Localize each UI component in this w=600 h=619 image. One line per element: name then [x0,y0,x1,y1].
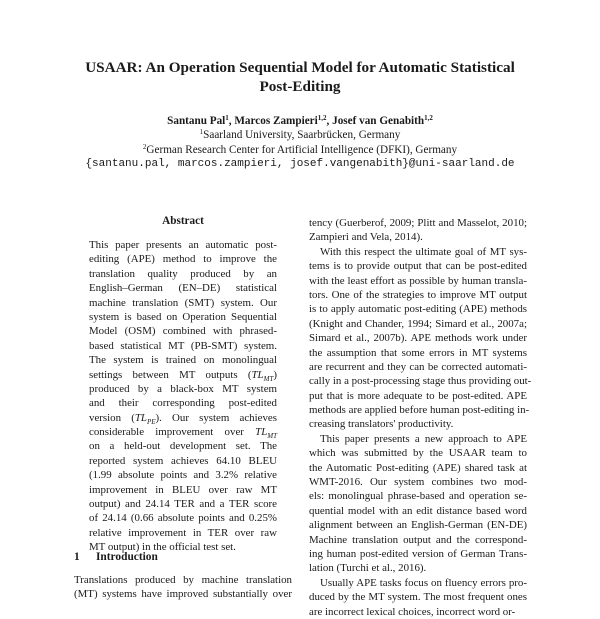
abstract-heading: Abstract [162,215,204,227]
text-line: are recurrent and they can be corrected automati- [309,360,527,373]
text-line: of 24.14 (0.66 absolute points and 0.25% [89,512,277,525]
text-line: This paper presents a new approach to APE [320,432,527,445]
text-line: lation (Turchi et al., 2016). [309,562,427,575]
right-column-body [309,216,532,619]
title-line-2: Post-Editing [259,78,341,95]
author-affil-mark: 1 [225,114,229,122]
text-line: settings between MT outputs $(TL_{MT})$ [89,368,277,383]
author-name: Josef van Genabith [332,115,425,127]
section-heading-introduction [74,551,158,563]
affiliation-text: German Research Center for Artificial Intelligence (DFKI), Germany [146,144,458,156]
text-line: put that is more adequate to be post-edited. APE [309,389,527,402]
text-line: the Automatic Post-editing (APE) shared task at [309,461,527,474]
section-number: 1 [74,551,80,563]
text-line: (1.99 absolute points and 3.2% relative [89,469,277,482]
affiliation-2 [0,143,600,157]
text-line: With this respect the ultimate goal of MT sys- [320,245,527,258]
text-line: Machine translation output and the correspond- [309,533,527,546]
text-line: creasing translators' productivity. [309,418,454,431]
section-title: Introduction [96,551,158,563]
affiliation-text: Saarland University, Saarbrücken, Germany [203,129,401,141]
affiliation-mark: 1 [199,128,204,136]
text-line: The system is trained on monolingual [89,354,277,367]
text-line: tency (Guerberof, 2009; Plitt and Masselot, 2010; [309,217,527,229]
text-line: Zampieri and Vela, 2014). [309,231,423,244]
text-line: duced by the MT system. The most frequent ones [309,591,527,604]
text-line: Model (OSM) combined with phrased- [89,325,277,338]
text-line: WMT-2016. Our system combines two mod- [309,476,527,489]
author-name: Santanu Pal [167,115,226,127]
text-line: on a held-out development set. The [89,440,277,453]
text-line: relative improvement in TER over raw [89,526,277,539]
affiliation-mark: 2 [142,143,147,151]
paper-title [0,58,600,96]
text-line: English–German (EN–DE) statistical [89,282,277,295]
text-line: (MT) systems have improved substantially over [74,588,292,601]
paragraph [309,432,527,576]
text-line: Simard et al., 2007b). APE methods work under [309,332,527,345]
paragraph [309,245,532,432]
text-line: cally in a post-processing stage thus providing out- [309,375,532,388]
text-line: improvement in BLEU over raw MT [89,483,277,496]
text-line: are incorrect lexical choices, incorrect word or- [309,605,516,618]
author-affil-mark: 1,2 [317,114,327,122]
author-affil-mark: 1,2 [424,114,433,122]
text-line: Usually APE tasks focus on fluency errors pro- [320,576,527,589]
author-name: Marcos Zampieri [234,115,318,127]
text-line: machine translation (SMT) system. Our [89,296,277,309]
introduction-body [74,573,292,602]
text-line: with the least effort as possible by human transla- [309,274,527,287]
text-line: produced by a black-box MT system [89,382,277,395]
text-line: methods are applied before human post-editing in- [309,404,530,417]
text-line: which was submitted by the USAAR team to [309,447,527,460]
text-line: MT output) in the official test set. [89,541,236,554]
text-line: quential model with an edit distance based word [309,504,527,517]
text-line: reported system achieves 64.10 BLEU [89,454,277,467]
author-list: Santanu Pal$^1$, Marcos Zampieri$^{1,2}$, Josef van Genabith$^{1,2}$ [167,114,433,127]
text-line: This paper presents an automatic post- [89,239,277,251]
text-line: and their corresponding post-edited [89,397,277,410]
text-line: translation quality produced by an [89,267,277,280]
text-line: alignment between an English-German (EN-DE) [309,519,527,532]
text-line: tems is to provide output that can be post-edited [309,260,527,273]
paragraph [309,576,527,619]
text-line: els: monolingual phrase-based and operation se- [309,490,527,503]
abstract-body [89,238,277,555]
text-line: considerable improvement over $TL_{MT}$ [89,426,277,441]
text-line: Translations produced by machine translation [74,574,292,586]
text-line: system is based on Operation Sequential [89,310,277,323]
text-line: based statistical MT (PB-SMT) system. [89,339,277,352]
text-line: editing (APE) method to improve the [89,253,277,266]
text-line: (Knight and Chander, 1994; Simard et al., 2007a; [309,317,527,330]
author-emails: {santanu.pal, marcos.zampieri, josef.vangenabith}@uni-saarland.de [85,158,515,170]
text-line: the assumption that some errors in MT systems [309,346,527,359]
text-line: is to apply automatic post-editing (APE) methods [309,303,527,316]
title-line-1: USAAR: An Operation Sequential Model for Automatic Statistical [85,59,515,76]
paragraph [309,216,527,245]
text-line: tors. One of the strategies to improve MT output [309,288,527,301]
text-line: version $(TL_{PE})$. Our system achieves [89,411,277,426]
text-line: ing human post-edited version of German Trans- [309,547,527,560]
affiliation-1 [0,128,600,142]
text-line: output) and 24.14 TER and a TER score [89,498,277,511]
